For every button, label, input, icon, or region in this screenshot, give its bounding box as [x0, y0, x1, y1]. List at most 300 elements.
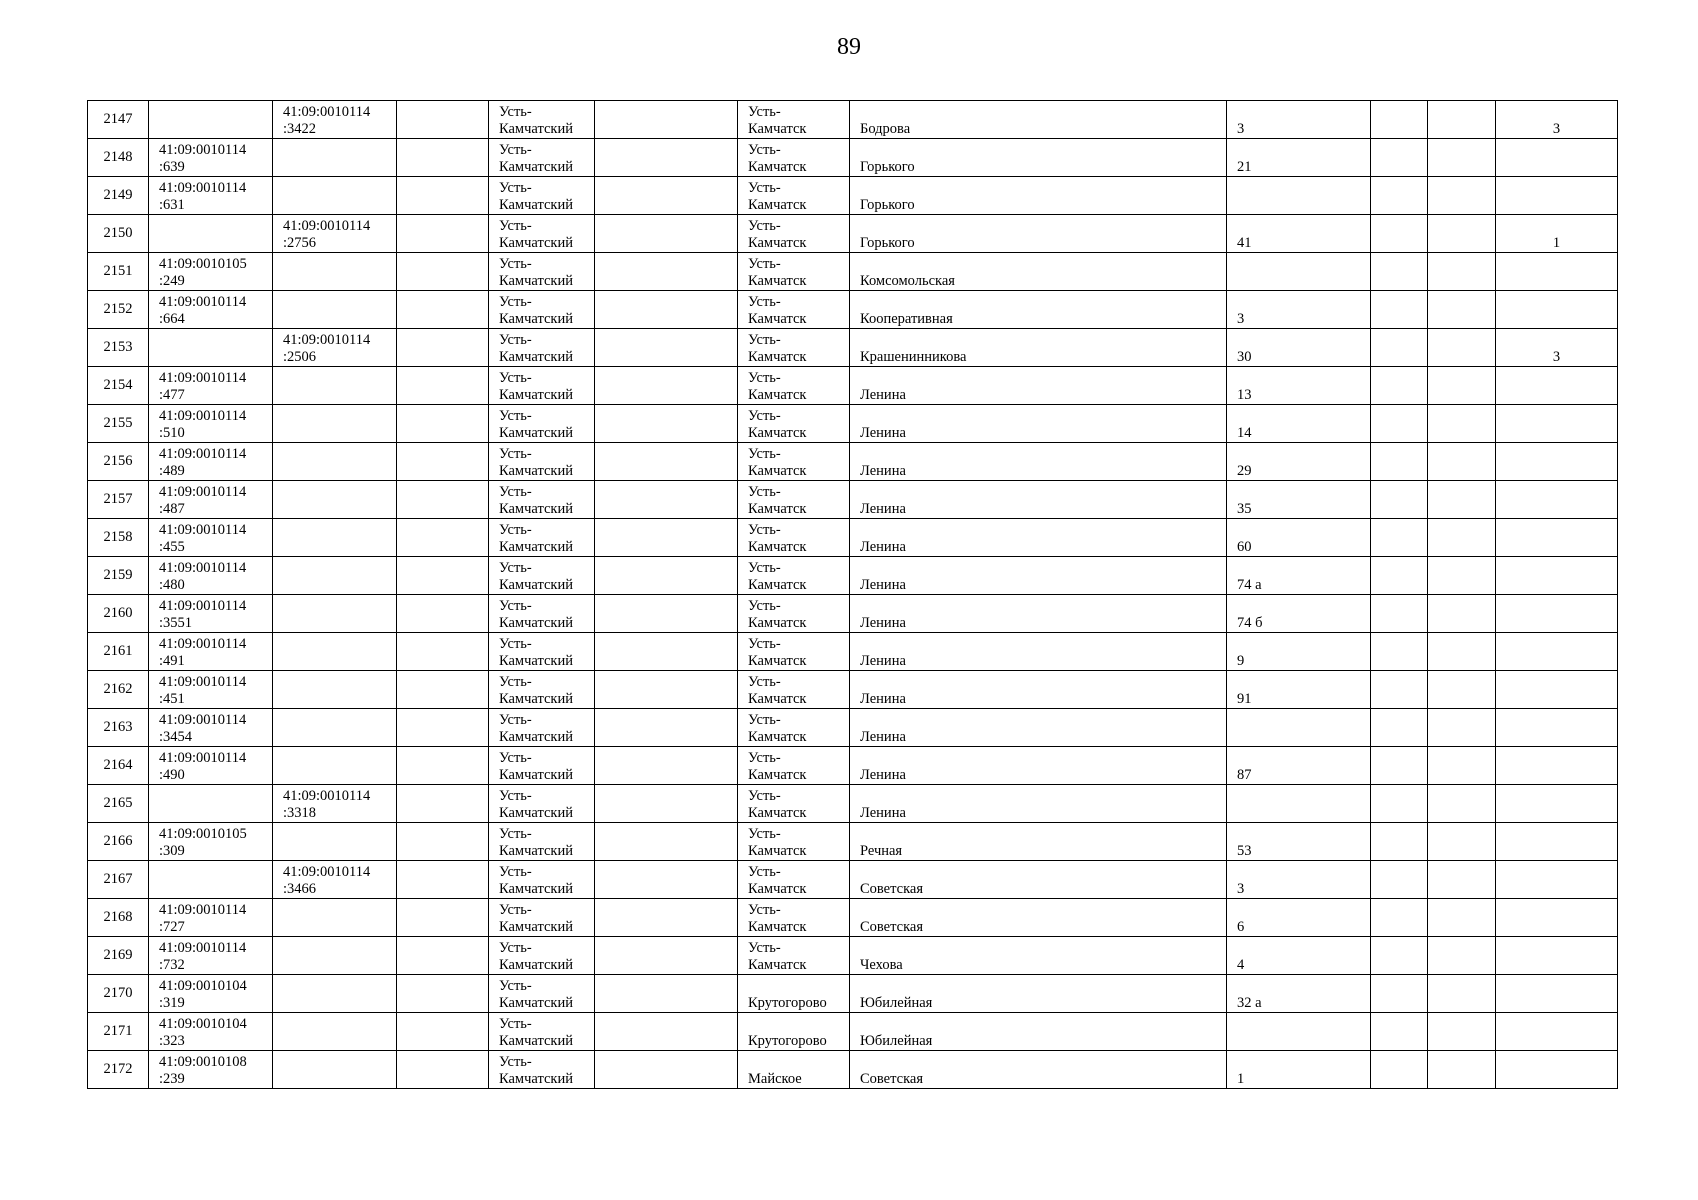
- page-number: 89: [837, 34, 861, 60]
- empty-cell: [397, 709, 489, 747]
- cadastral-number-alt-cell: [273, 139, 397, 177]
- settlement-line2: Камчатск: [748, 387, 807, 403]
- empty-cell: [1371, 937, 1428, 975]
- settlement-line1: Усть-: [748, 788, 781, 804]
- row-number-cell: 2165: [88, 785, 149, 823]
- house-cell: 6: [1227, 899, 1371, 937]
- house-cell: 4: [1227, 937, 1371, 975]
- settlement-line2: Камчатск: [748, 159, 807, 175]
- table-row: [88, 443, 1618, 481]
- district-line1: Усть-: [499, 218, 532, 234]
- empty-cell: [397, 291, 489, 329]
- empty-cell: [595, 101, 738, 139]
- count-cell: [1496, 633, 1618, 671]
- row-number-cell: 2171: [88, 1013, 149, 1051]
- empty-cell: [1428, 861, 1496, 899]
- cadastral-number-alt-cell: [273, 747, 397, 785]
- row-number-cell: 2156: [88, 443, 149, 481]
- empty-cell: [397, 823, 489, 861]
- cadastral-number-alt-cell: [273, 101, 397, 139]
- cadastral-number-line1: 41:09:0010114: [159, 636, 247, 652]
- settlement-line1: Усть-: [748, 712, 781, 728]
- house-cell: [1227, 785, 1371, 823]
- settlement-line2: Майское: [748, 1071, 802, 1087]
- count-cell: 3: [1496, 329, 1618, 367]
- district-line1: Усть-: [499, 902, 532, 918]
- cadastral-number-line2: :480: [159, 577, 185, 593]
- cadastral-number-cell: [149, 595, 273, 633]
- empty-cell: [595, 481, 738, 519]
- count-cell: [1496, 139, 1618, 177]
- empty-cell: [1428, 557, 1496, 595]
- empty-cell: [595, 861, 738, 899]
- table-row: [88, 215, 1618, 253]
- house-cell: 1: [1227, 1051, 1371, 1089]
- table-row: [88, 291, 1618, 329]
- empty-cell: [1428, 253, 1496, 291]
- settlement-cell: [738, 177, 850, 215]
- empty-cell: [1371, 481, 1428, 519]
- empty-cell: [1371, 253, 1428, 291]
- settlement-line2: Камчатск: [748, 729, 807, 745]
- cadastral-number-alt-cell: [273, 709, 397, 747]
- settlement-line2: Камчатск: [748, 311, 807, 327]
- district-line2: Камчатский: [499, 767, 573, 783]
- street-cell: Ленина: [850, 519, 1227, 557]
- empty-cell: [595, 443, 738, 481]
- cadastral-number-line1: 41:09:0010114: [159, 940, 247, 956]
- cadastral-number-cell: [149, 709, 273, 747]
- settlement-line1: Усть-: [748, 940, 781, 956]
- empty-cell: [1428, 823, 1496, 861]
- settlement-cell: [738, 595, 850, 633]
- empty-cell: [397, 633, 489, 671]
- count-cell: [1496, 481, 1618, 519]
- cadastral-number-cell: [149, 975, 273, 1013]
- street-cell: Советская: [850, 861, 1227, 899]
- cadastral-number-alt-cell: [273, 899, 397, 937]
- empty-cell: [595, 215, 738, 253]
- district-cell: [489, 823, 595, 861]
- district-cell: [489, 253, 595, 291]
- district-cell: [489, 443, 595, 481]
- empty-cell: [1371, 215, 1428, 253]
- count-cell: [1496, 291, 1618, 329]
- cadastral-number-line2: :309: [159, 843, 185, 859]
- settlement-cell: [738, 519, 850, 557]
- settlement-line2: Камчатск: [748, 539, 807, 555]
- empty-cell: [1428, 1013, 1496, 1051]
- row-number-cell: 2151: [88, 253, 149, 291]
- settlement-line1: Усть-: [748, 180, 781, 196]
- settlement-line1: Усть-: [748, 256, 781, 272]
- row-number-cell: 2153: [88, 329, 149, 367]
- row-number-cell: 2170: [88, 975, 149, 1013]
- empty-cell: [397, 975, 489, 1013]
- empty-cell: [397, 899, 489, 937]
- empty-cell: [1428, 405, 1496, 443]
- cadastral-number-cell: [149, 329, 273, 367]
- empty-cell: [397, 1013, 489, 1051]
- empty-cell: [1428, 481, 1496, 519]
- cadastral-number-line2: :489: [159, 463, 185, 479]
- count-cell: [1496, 253, 1618, 291]
- cadastral-number-line1: 41:09:0010104: [159, 1016, 247, 1032]
- cadastral-number-line1: 41:09:0010114: [159, 522, 247, 538]
- street-cell: Бодрова: [850, 101, 1227, 139]
- table-row: [88, 557, 1618, 595]
- cadastral-number-alt-cell: [273, 481, 397, 519]
- empty-cell: [397, 405, 489, 443]
- cadastral-number-alt-cell: [273, 861, 397, 899]
- house-cell: 74 б: [1227, 595, 1371, 633]
- district-line2: Камчатский: [499, 159, 573, 175]
- settlement-line1: Усть-: [748, 902, 781, 918]
- district-cell: [489, 405, 595, 443]
- cadastral-number-alt-cell: [273, 595, 397, 633]
- settlement-line2: Камчатск: [748, 463, 807, 479]
- district-line2: Камчатский: [499, 919, 573, 935]
- district-line2: Камчатский: [499, 729, 573, 745]
- cadastral-number-line2: :477: [159, 387, 185, 403]
- cadastral-number-line1: 41:09:0010114: [159, 180, 247, 196]
- district-cell: [489, 1051, 595, 1089]
- empty-cell: [397, 253, 489, 291]
- count-cell: [1496, 1051, 1618, 1089]
- house-cell: 3: [1227, 861, 1371, 899]
- cadastral-number-line2: :727: [159, 919, 185, 935]
- district-line1: Усть-: [499, 332, 532, 348]
- cadastral-number-line2: :490: [159, 767, 185, 783]
- district-line2: Камчатский: [499, 501, 573, 517]
- street-cell: Горького: [850, 215, 1227, 253]
- row-number-cell: 2161: [88, 633, 149, 671]
- cadastral-number-line1: 41:09:0010114: [159, 294, 247, 310]
- row-number-cell: 2154: [88, 367, 149, 405]
- table-row: [88, 519, 1618, 557]
- empty-cell: [1371, 443, 1428, 481]
- settlement-cell: [738, 747, 850, 785]
- district-line2: Камчатский: [499, 273, 573, 289]
- district-line1: Усть-: [499, 864, 532, 880]
- district-line1: Усть-: [499, 826, 532, 842]
- count-cell: [1496, 405, 1618, 443]
- house-cell: 53: [1227, 823, 1371, 861]
- settlement-line1: Усть-: [748, 826, 781, 842]
- district-line1: Усть-: [499, 522, 532, 538]
- settlement-line1: Усть-: [748, 750, 781, 766]
- cadastral-number-line1: 41:09:0010114: [159, 902, 247, 918]
- district-line1: Усть-: [499, 484, 532, 500]
- empty-cell: [595, 823, 738, 861]
- row-number-cell: 2172: [88, 1051, 149, 1089]
- house-cell: 74 а: [1227, 557, 1371, 595]
- empty-cell: [1371, 101, 1428, 139]
- cadastral-number-alt-cell: [273, 1013, 397, 1051]
- cadastral-number-alt-cell: [273, 177, 397, 215]
- district-cell: [489, 975, 595, 1013]
- settlement-cell: [738, 101, 850, 139]
- settlement-line2: Камчатск: [748, 273, 807, 289]
- cadastral-number-line1: 41:09:0010114: [159, 750, 247, 766]
- empty-cell: [1428, 595, 1496, 633]
- district-cell: [489, 329, 595, 367]
- count-cell: [1496, 557, 1618, 595]
- empty-cell: [1371, 823, 1428, 861]
- house-cell: 87: [1227, 747, 1371, 785]
- district-line1: Усть-: [499, 1016, 532, 1032]
- district-line1: Усть-: [499, 370, 532, 386]
- settlement-line2: Камчатск: [748, 957, 807, 973]
- empty-cell: [595, 329, 738, 367]
- table-row: [88, 861, 1618, 899]
- empty-cell: [595, 405, 738, 443]
- cadastral-number-alt-cell: [273, 1051, 397, 1089]
- cadastral-number-alt-line2: :3318: [283, 805, 317, 821]
- district-line2: Камчатский: [499, 957, 573, 973]
- settlement-line2: Камчатск: [748, 843, 807, 859]
- district-line2: Камчатский: [499, 691, 573, 707]
- settlement-cell: [738, 823, 850, 861]
- count-cell: [1496, 519, 1618, 557]
- empty-cell: [1428, 291, 1496, 329]
- empty-cell: [1371, 519, 1428, 557]
- empty-cell: [1428, 139, 1496, 177]
- count-cell: [1496, 709, 1618, 747]
- settlement-line2: Камчатск: [748, 501, 807, 517]
- cadastral-number-line2: :239: [159, 1071, 185, 1087]
- street-cell: Комсомольская: [850, 253, 1227, 291]
- cadastral-number-alt-line1: 41:09:0010114: [283, 104, 371, 120]
- count-cell: [1496, 595, 1618, 633]
- district-cell: [489, 899, 595, 937]
- settlement-cell: [738, 671, 850, 709]
- cadastral-number-line2: :3454: [159, 729, 193, 745]
- settlement-line2: Камчатск: [748, 881, 807, 897]
- empty-cell: [397, 443, 489, 481]
- empty-cell: [397, 1051, 489, 1089]
- district-line1: Усть-: [499, 788, 532, 804]
- street-cell: Крашенинникова: [850, 329, 1227, 367]
- house-cell: 30: [1227, 329, 1371, 367]
- district-line2: Камчатский: [499, 805, 573, 821]
- table-row: [88, 785, 1618, 823]
- settlement-line1: Усть-: [748, 332, 781, 348]
- house-cell: 29: [1227, 443, 1371, 481]
- row-number-cell: 2149: [88, 177, 149, 215]
- settlement-cell: [738, 1051, 850, 1089]
- cadastral-number-alt-cell: [273, 975, 397, 1013]
- table-body: [88, 101, 1618, 1089]
- settlement-line2: Крутогорово: [748, 995, 827, 1011]
- district-line1: Усть-: [499, 750, 532, 766]
- count-cell: [1496, 367, 1618, 405]
- count-cell: [1496, 177, 1618, 215]
- street-cell: Ленина: [850, 785, 1227, 823]
- empty-cell: [1371, 861, 1428, 899]
- cadastral-number-cell: [149, 481, 273, 519]
- empty-cell: [1371, 1051, 1428, 1089]
- district-cell: [489, 747, 595, 785]
- street-cell: Советская: [850, 899, 1227, 937]
- cadastral-number-alt-cell: [273, 405, 397, 443]
- district-cell: [489, 177, 595, 215]
- cadastral-number-alt-cell: [273, 215, 397, 253]
- district-line1: Усть-: [499, 940, 532, 956]
- settlement-line2: Камчатск: [748, 919, 807, 935]
- empty-cell: [595, 519, 738, 557]
- cadastral-number-line2: :631: [159, 197, 185, 213]
- empty-cell: [1371, 899, 1428, 937]
- count-cell: [1496, 443, 1618, 481]
- empty-cell: [595, 1051, 738, 1089]
- settlement-line2: Камчатск: [748, 577, 807, 593]
- cadastral-number-cell: [149, 291, 273, 329]
- empty-cell: [397, 595, 489, 633]
- house-cell: 32 а: [1227, 975, 1371, 1013]
- empty-cell: [397, 329, 489, 367]
- house-cell: 41: [1227, 215, 1371, 253]
- table-row: [88, 481, 1618, 519]
- cadastral-number-cell: [149, 937, 273, 975]
- table-row: [88, 253, 1618, 291]
- district-line2: Камчатский: [499, 843, 573, 859]
- cadastral-number-alt-line1: 41:09:0010114: [283, 332, 371, 348]
- settlement-cell: [738, 899, 850, 937]
- empty-cell: [1371, 747, 1428, 785]
- count-cell: [1496, 937, 1618, 975]
- cadastral-number-alt-cell: [273, 329, 397, 367]
- settlement-cell: [738, 861, 850, 899]
- settlement-cell: [738, 253, 850, 291]
- district-line1: Усть-: [499, 636, 532, 652]
- empty-cell: [1428, 443, 1496, 481]
- row-number-cell: 2162: [88, 671, 149, 709]
- cadastral-number-cell: [149, 899, 273, 937]
- district-line2: Камчатский: [499, 1033, 573, 1049]
- row-number-cell: 2158: [88, 519, 149, 557]
- table-row: [88, 139, 1618, 177]
- cadastral-number-cell: [149, 177, 273, 215]
- cadastral-number-alt-cell: [273, 291, 397, 329]
- empty-cell: [1428, 709, 1496, 747]
- cadastral-number-cell: [149, 405, 273, 443]
- row-number-cell: 2160: [88, 595, 149, 633]
- empty-cell: [1428, 329, 1496, 367]
- row-number-cell: 2169: [88, 937, 149, 975]
- cadastral-number-cell: [149, 519, 273, 557]
- settlement-line2: Камчатск: [748, 653, 807, 669]
- district-cell: [489, 101, 595, 139]
- district-line2: Камчатский: [499, 235, 573, 251]
- empty-cell: [1371, 557, 1428, 595]
- count-cell: [1496, 1013, 1618, 1051]
- settlement-line2: Камчатск: [748, 767, 807, 783]
- cadastral-number-line2: :487: [159, 501, 185, 517]
- cadastral-number-cell: [149, 557, 273, 595]
- row-number-cell: 2164: [88, 747, 149, 785]
- district-line1: Усть-: [499, 446, 532, 462]
- cadastral-number-cell: [149, 1051, 273, 1089]
- cadastral-number-line1: 41:09:0010114: [159, 370, 247, 386]
- cadastral-number-line1: 41:09:0010104: [159, 978, 247, 994]
- cadastral-number-cell: [149, 747, 273, 785]
- empty-cell: [397, 785, 489, 823]
- empty-cell: [595, 367, 738, 405]
- empty-cell: [595, 899, 738, 937]
- cadastral-number-cell: [149, 633, 273, 671]
- settlement-line2: Камчатск: [748, 121, 807, 137]
- empty-cell: [397, 101, 489, 139]
- empty-cell: [1428, 215, 1496, 253]
- district-line1: Усть-: [499, 294, 532, 310]
- empty-cell: [1371, 291, 1428, 329]
- street-cell: Чехова: [850, 937, 1227, 975]
- house-cell: [1227, 177, 1371, 215]
- empty-cell: [1428, 937, 1496, 975]
- district-line2: Камчатский: [499, 121, 573, 137]
- street-cell: Горького: [850, 139, 1227, 177]
- empty-cell: [595, 671, 738, 709]
- settlement-cell: [738, 405, 850, 443]
- empty-cell: [397, 519, 489, 557]
- table-row: [88, 975, 1618, 1013]
- cadastral-number-line1: 41:09:0010114: [159, 408, 247, 424]
- street-cell: Ленина: [850, 671, 1227, 709]
- street-cell: Ленина: [850, 367, 1227, 405]
- empty-cell: [397, 937, 489, 975]
- row-number-cell: 2163: [88, 709, 149, 747]
- cadastral-number-line1: 41:09:0010114: [159, 598, 247, 614]
- empty-cell: [1428, 519, 1496, 557]
- district-line1: Усть-: [499, 180, 532, 196]
- settlement-cell: [738, 709, 850, 747]
- empty-cell: [1428, 367, 1496, 405]
- cadastral-number-line2: :323: [159, 1033, 185, 1049]
- empty-cell: [595, 557, 738, 595]
- street-cell: Ленина: [850, 633, 1227, 671]
- row-number-cell: 2148: [88, 139, 149, 177]
- district-line2: Камчатский: [499, 577, 573, 593]
- empty-cell: [1371, 671, 1428, 709]
- cadastral-number-cell: [149, 443, 273, 481]
- table-row: [88, 899, 1618, 937]
- district-line2: Камчатский: [499, 615, 573, 631]
- cadastral-number-alt-cell: [273, 937, 397, 975]
- district-line1: Усть-: [499, 408, 532, 424]
- cadastral-number-cell: [149, 785, 273, 823]
- settlement-line1: Усть-: [748, 522, 781, 538]
- district-line1: Усть-: [499, 674, 532, 690]
- empty-cell: [595, 595, 738, 633]
- settlement-cell: [738, 215, 850, 253]
- district-line2: Камчатский: [499, 311, 573, 327]
- district-line2: Камчатский: [499, 995, 573, 1011]
- empty-cell: [595, 177, 738, 215]
- house-cell: 21: [1227, 139, 1371, 177]
- empty-cell: [1371, 139, 1428, 177]
- district-line2: Камчатский: [499, 539, 573, 555]
- cadastral-number-alt-line2: :3466: [283, 881, 317, 897]
- street-cell: Советская: [850, 1051, 1227, 1089]
- settlement-cell: [738, 937, 850, 975]
- cadastral-number-alt-cell: [273, 367, 397, 405]
- district-cell: [489, 519, 595, 557]
- empty-cell: [595, 139, 738, 177]
- empty-cell: [595, 253, 738, 291]
- district-cell: [489, 367, 595, 405]
- table-row: [88, 177, 1618, 215]
